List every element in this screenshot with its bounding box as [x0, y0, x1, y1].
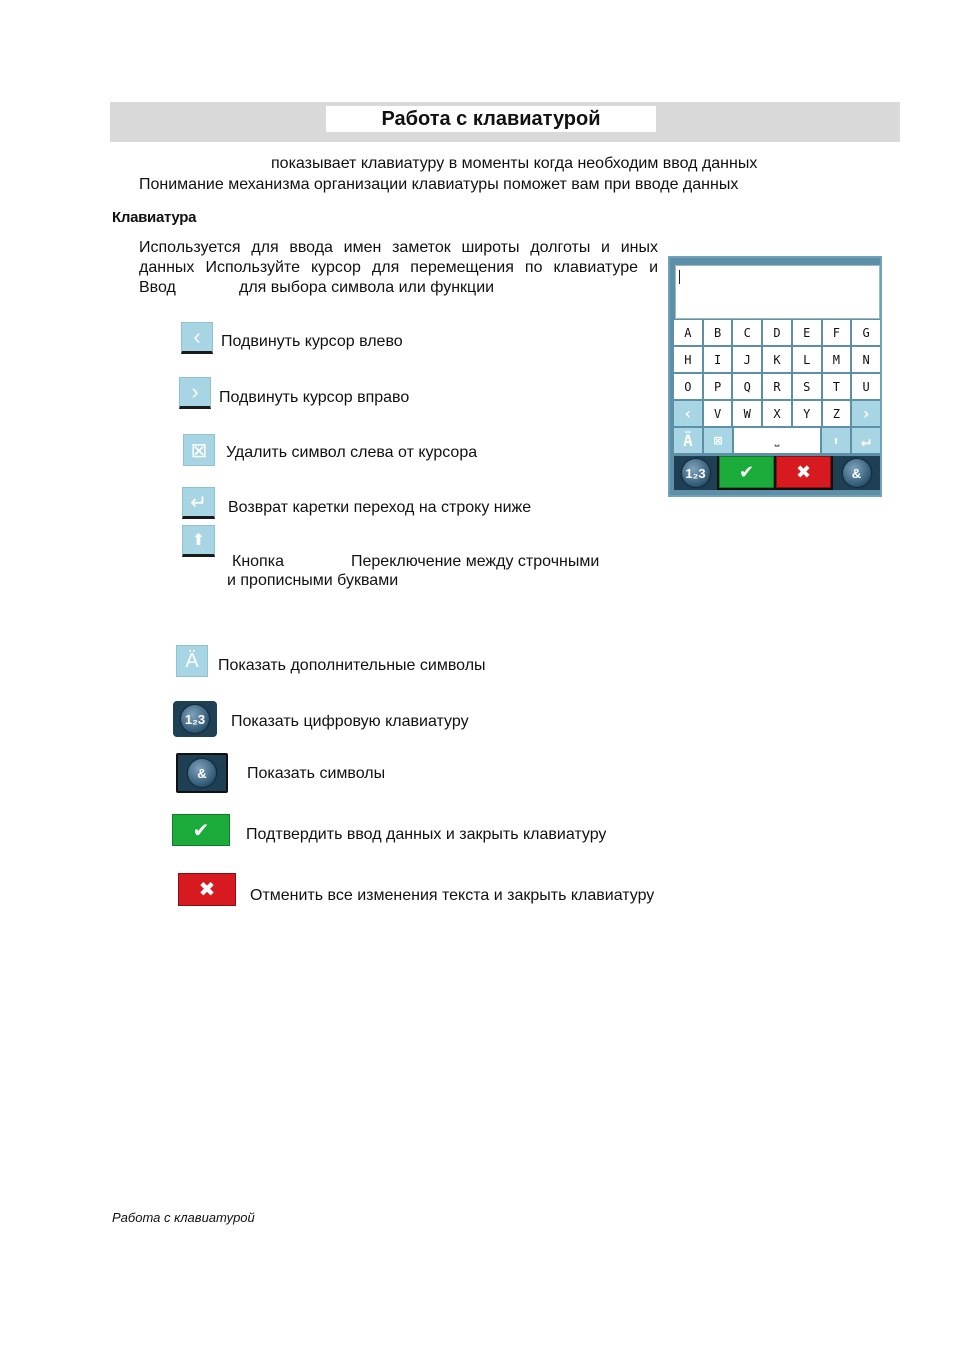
- key-numbers[interactable]: [674, 456, 717, 490]
- key-cursor-left[interactable]: ‹: [674, 401, 702, 426]
- legend-text-confirm: Подтвердить ввод данных и закрыть клавиатуру: [246, 826, 607, 843]
- key-space[interactable]: ⎵: [734, 428, 820, 453]
- key-e[interactable]: E: [793, 320, 821, 345]
- keyboard-text-field[interactable]: [675, 265, 880, 319]
- key-symbols[interactable]: [833, 456, 880, 490]
- key-k[interactable]: K: [763, 347, 791, 372]
- section-para-line-3b: для выбора символа или функции: [239, 279, 495, 296]
- section-para-line-2: данных Используйте курсор для перемещения по клавиатуре и: [139, 259, 658, 276]
- legend-text-right: Подвинуть курсор вправо: [219, 389, 410, 406]
- key-shift[interactable]: ⬆: [822, 428, 850, 453]
- keyboard-grid: [674, 320, 880, 426]
- symbols-icon-frame: [176, 753, 228, 793]
- legend-text-shift-c: и прописными буквами: [227, 572, 399, 589]
- cancel-icon: ✖: [178, 873, 236, 906]
- legend-text-shift-b: Переключение между строчными: [351, 553, 600, 570]
- key-z[interactable]: Z: [823, 401, 851, 426]
- section-para-line-3a: Ввод: [139, 279, 176, 296]
- key-r[interactable]: R: [763, 374, 791, 399]
- key-a[interactable]: A: [674, 320, 702, 345]
- key-i[interactable]: I: [704, 347, 732, 372]
- key-h[interactable]: H: [674, 347, 702, 372]
- symbols-icon: &: [188, 759, 216, 787]
- key-n[interactable]: N: [852, 347, 880, 372]
- header-banner: [110, 102, 900, 142]
- arrow-right-icon: ›: [179, 377, 211, 409]
- enter-icon: ↵: [182, 487, 215, 519]
- legend-text-symbols: Показать символы: [247, 765, 386, 782]
- legend-text-shift-a: Кнопка: [232, 553, 284, 570]
- key-u[interactable]: U: [852, 374, 880, 399]
- text-caret: [679, 270, 680, 284]
- legend-text-umlaut: Показать дополнительные символы: [218, 657, 486, 674]
- key-umlaut[interactable]: Ä: [674, 428, 702, 453]
- key-confirm[interactable]: ✔: [719, 456, 774, 488]
- symbols-key-icon: &: [843, 459, 871, 487]
- key-v[interactable]: V: [704, 401, 732, 426]
- legend-text-numbers: Показать цифровую клавиатуру: [231, 713, 469, 730]
- delete-icon: ⊠: [183, 434, 215, 466]
- key-c[interactable]: C: [733, 320, 761, 345]
- legend-text-left: Подвинуть курсор влево: [221, 333, 403, 350]
- shift-icon: ⬆: [182, 525, 215, 557]
- key-d[interactable]: D: [763, 320, 791, 345]
- key-s[interactable]: S: [793, 374, 821, 399]
- key-j[interactable]: J: [733, 347, 761, 372]
- section-para-line-1: Используется для ввода имен заметок широты долготы и иных: [139, 239, 658, 256]
- key-q[interactable]: Q: [733, 374, 761, 399]
- keyboard-action-row: [674, 456, 880, 490]
- legend-text-enter: Возврат каретки переход на строку ниже: [228, 499, 532, 516]
- key-f[interactable]: F: [823, 320, 851, 345]
- key-w[interactable]: W: [733, 401, 761, 426]
- numbers-key-icon: 1₂3: [682, 459, 710, 487]
- key-cancel[interactable]: ✖: [776, 456, 831, 488]
- intro-line-2: Понимание механизма организации клавиатуры поможет вам при вводе данных: [139, 176, 739, 193]
- key-x[interactable]: X: [763, 401, 791, 426]
- key-y[interactable]: Y: [793, 401, 821, 426]
- key-g[interactable]: G: [852, 320, 880, 345]
- key-m[interactable]: M: [823, 347, 851, 372]
- legend-text-cancel: Отменить все изменения текста и закрыть клавиатуру: [250, 887, 655, 904]
- key-delete[interactable]: ⊠: [704, 428, 732, 453]
- key-cursor-right[interactable]: ›: [852, 401, 880, 426]
- key-o[interactable]: O: [674, 374, 702, 399]
- intro-line-1: показывает клавиатуру в моменты когда необходим ввод данных: [271, 155, 758, 172]
- confirm-icon: ✔: [172, 814, 230, 846]
- numbers-icon: 1₂3: [181, 705, 209, 733]
- keyboard-widget: [668, 256, 882, 497]
- numbers-icon-frame: [173, 701, 217, 737]
- section-heading: Клавиатура: [112, 209, 197, 226]
- umlaut-icon: Ä: [176, 645, 208, 677]
- key-b[interactable]: B: [704, 320, 732, 345]
- page-footer: Работа с клавиатурой: [112, 1210, 255, 1225]
- key-t[interactable]: T: [823, 374, 851, 399]
- page-title: Работа с клавиатурой: [326, 106, 656, 132]
- key-l[interactable]: L: [793, 347, 821, 372]
- key-enter[interactable]: ↵: [852, 428, 880, 453]
- key-p[interactable]: P: [704, 374, 732, 399]
- legend-text-delete: Удалить символ слева от курсора: [226, 444, 478, 461]
- keyboard-function-row: [674, 428, 880, 453]
- arrow-left-icon: ‹: [181, 322, 213, 354]
